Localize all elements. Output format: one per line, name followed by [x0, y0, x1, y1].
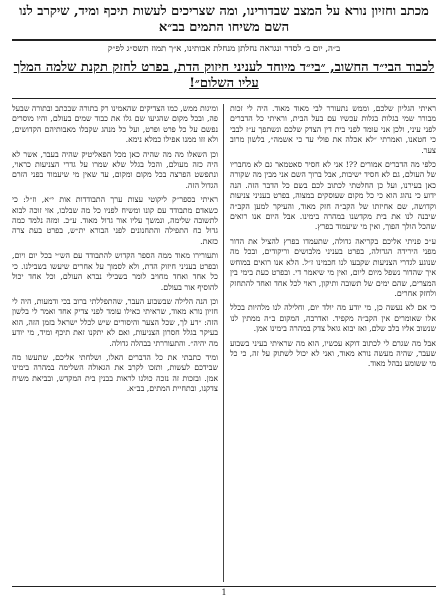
- paragraph: ראיתי הגליון שלכם, וממש נתעורר לבי מאוד מאוד. היה לי זכות מבורר שמי בגלות בגלות עכשיו עם בעל הבית, וראיתי כל הדברים לפני עיני, ולכן אני עומד לפני בית דין הצדק שלכם ונשתפך ע״ז לבבי כי חטאנו, ואמרתי ״לא אכלה את פולי עד כי אשמה״, בלשון מרוב צער.: [230, 104, 436, 155]
- paragraph: כי אם לא נעשה כן, מי יודע מה יולד יום, וחלילה לנו מלהיות בכלל אלו שאומרים אין הקב״ה מקפיד. ואדרבה, המקום ב״ה ממתין לנו שנשוב אליו בלב שלם, ואז יבוא גואל צדק במהרה בימינו אמן.: [230, 303, 436, 334]
- page-number: 1: [221, 588, 227, 597]
- paragraph: ע״כ פניתי אליכם בקריאה גדולה, שתעמדו בפרץ להציל את הדור מפני הירידה הגדולה, בפרט בעניני מלבושים וריקודים, ובכל מה שנוגע לגדרי הצניעות שקבעו לנו חכמינו ז״ל. הלא אנו רואים במוחש איך שהדור נשפל מיום ליום, ואין מי שיאמר די. ובפרט כעת בימי בין המצרים, שהם ימים של תשובה ותיקון, ראוי לכל אחד ואחד להתחזק ולחזק אחרים.: [230, 236, 436, 298]
- header-divider: [12, 98, 436, 99]
- paragraph: כלפי מה הדברים אמורים ??! אני לא חסיר סאטמאר גם לא מחבריו של העולם, גם לא חסיד ישיבות, אבל ברוך השם אני מבין מה שקורה כאן בעירנו, ועל כן החלטתי לכתוב לכם בשם כל הדבר הזה. הנה ידוע כי נהוג הוא כי כל מקום שעוסקים במצוה, בפרט בעניני צניעות וקדושה, שם אחיזתו של הקב״ה חזק מאוד, והעיקר למען הקב״ה שיבנה לנו את בית מקדשנו במהרה בימינו. אבל היום אנו רואים שהכל הולך הפוך, ואין מי שיעמוד בפרץ.: [230, 160, 436, 232]
- paragraph: ראיתי בספר״ק ליקוטי עצות ערך התבודדות אות י״א, וז״ל: כי כשאדם מתבודד עם קונו ומשיח לפניו כל מה שבלבו, אזי זוכה לבוא לתשובה שלימה, ונמשך עליו אור גדול מאוד. ע״כ. ומזה נלמד כמה גדול כח התפילה והתחנונים לפני הבורא ית״ש, בפרט בעת צרה כזאת.: [12, 195, 218, 246]
- paragraph: אבל מה שגרם לי לכתוב דוקא עכשיו, הוא מה שראיתי בעיני בשבוע שעבר, שהיה מעשה נורא מאוד, ואני לא יכול לשתוק על זה, כי כל מי ששומע נבהל מאוד.: [230, 338, 436, 369]
- letter-salutation: לכבוד הבי״ד החשוב, ״בי״ד מיוחד לעניני חיזוק הדת, בפרט לחזק תקנת שלמה המלך עליו השלום״!: [13, 60, 435, 91]
- paragraph: ומיגות ממש, כמו הצדיקים שהאמינו רק בתורה שבכתב ובתורה שבעל פה, ובכל מקום שהגיעו שם גלו את כבוד שמים בעולם, והיו מוסרים נפשם על כל פרט ופרט, ועל כל מנהג שקבלו מאבותיהם הקדושים, ולא זזו ממנו אפילו כמלא נימא.: [12, 104, 218, 145]
- title-underline: [12, 39, 436, 41]
- paragraph: וכן השאלו מה מה שהיה כאן מכל הפאליטיק שהיה בעבר, אשר לא היה כזה מעולם, והכל בגלל שלא שמרו על גדרי הצניעות כראוי, ונתפשט הפרצה בכל מקום ומקום, עד שאין מי שיעמוד בפני הזרם הגדול הזה.: [12, 149, 218, 190]
- paragraph: ותעורירו מאוד ממה הספר הקדוש להתבודד עם הש״י בכל יום ויום, ובפרט בעניני חיזוק הדת, ולא לסמוך על אחרים שיעשו בשבילנו. כי כל אחד ואחד מחויב לומר בשבילי נברא העולם, וכל אחד יכול להוסיף אור בעולם.: [12, 251, 218, 292]
- text-column-left: [12, 104, 218, 582]
- footer-rule: [12, 586, 436, 587]
- dateline: ב״ה, יום ב׳ לסדר ונגראה נחלתן מנחלת אבותינו, א״ך תמוז תשס״ג לפ״ק: [107, 44, 341, 54]
- document-title: מכתב וחזיון נורא על המצב שבדורינו, ומה שצריכים לעשות תיכף ומיד, שיקרב לנו השם משיחו התמים בב״א: [19, 4, 429, 35]
- paragraph: וכן הנה הלילה שבשבוע העבר, שהתפללתי ברוב בכי ודמעות, היה לי חזיון נורא מאוד, שראיתי כאילו עומד לפני צדיק אחד ואמר לי בלשון הזה: ״דע לך, שכל הצער והיסורים שיש לכלל ישראל בזמן הזה, הוא בעיקר בגלל חסרון הצניעות, ואם לא יתקנו זאת תיכף ומיד, מי יודע מה יהיה״. והתעוררתי בבהלה גדולה.: [12, 296, 218, 348]
- column-divider: [223, 104, 224, 582]
- text-column-right: [230, 104, 436, 582]
- paragraph: ומיד כתבתי את כל הדברים האלו, ושלחתי אליכם, שתעשו מה שבידכם לעשות, ותזכו לקרב את הגאולה השלימה במהרה בימינו אמן. ובזכות זה נזכה כולנו לראות בבנין בית המקדש, ובביאת משיח צדקנו, ובתחיית המתים, בב״א.: [12, 352, 218, 394]
